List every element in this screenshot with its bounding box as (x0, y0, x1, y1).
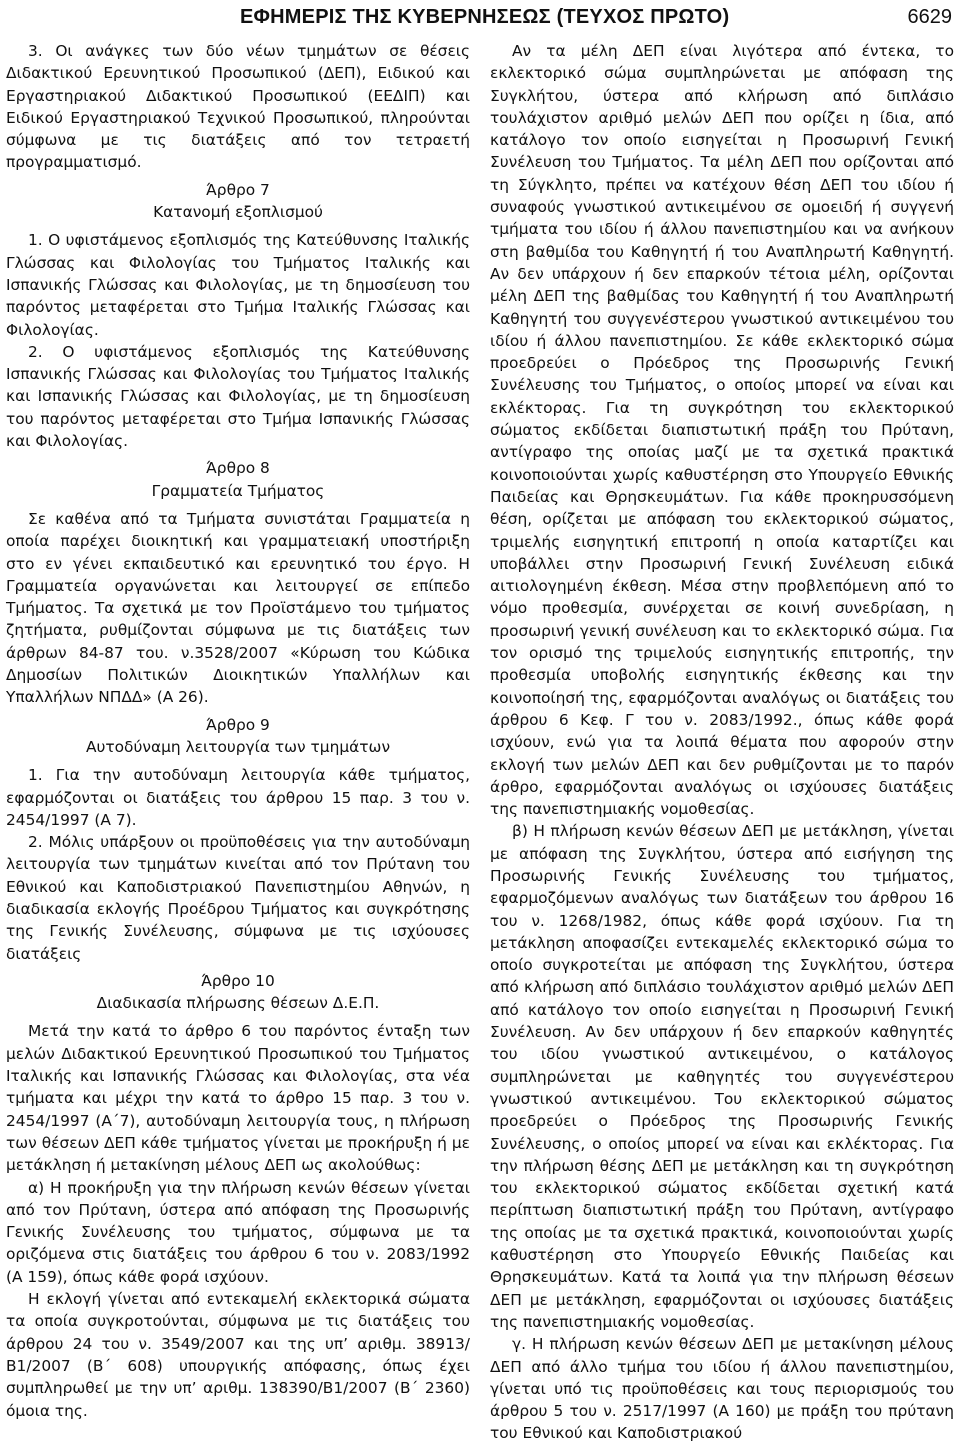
page-header (0, 4, 960, 30)
paragraph: Σε καθένα από τα Τμήματα συνιστάται Γραμματεία η οποία παρέχει διοικητική και γραμματειακή υποστήριξη στο εν γένει εκπαιδευτικό και ερευνητικό του έργο. Η Γραμματεία οργανώνεται και λειτουργεί σε επίπεδο Τμήματος. Τα σχετικά με τον Προϊστάμενο του τμήματος ζητήματα, ρυθμίζονται σύμφωνα με τις διατάξεις των άρθρων 84-87 του. ν.3528/2007 «Κύρωση του Κώδικα Δημοσίων Πολιτικών Διοικητικών Υπαλλήλων και Υπαλλήλων ΝΠΔΔ» (Α 26). (6, 509, 470, 707)
article-title: Διαδικασία πλήρωσης θέσεων Δ.Ε.Π. (96, 994, 380, 1013)
paragraph: Η εκλογή γίνεται από εντεκαμελή εκλεκτορικά σώματα τα οποία συγκροτούνται, σύμφωνα με τις διατάξεις του άρθρου 24 του ν. 3549/2007 και της υπ’ αριθμ. 38913/Β1/2007 (Β΄ 608) υπουργικής απόφασης, όπως έχει συμπληρωθεί με την υπ’ αριθμ. 138390/Β1/2007 (Β΄ 2360) όμοια της. (6, 1290, 470, 1420)
article-title: Αυτοδύναμη λειτουργία των τμημάτων (85, 737, 391, 756)
paragraph: 1. Για την αυτοδύναμη λειτουργία κάθε τμήματος, εφαρμόζονται οι διατάξεις του άρθρου 15 παρ. 3 του ν. 2454/1997 (Α 7). (6, 766, 470, 829)
article-heading: Άρθρο 10 (201, 971, 275, 990)
article-heading: Άρθρο 9 (206, 715, 270, 734)
paragraph: α) Η προκήρυξη για την πλήρωση κενών θέσεων γίνεται από τον Πρύτανη, ύστερα από απόφαση της Προσωρινής Γενικής Συνέλευσης του τμήματος, σύμφωνα με τα οριζόμενα στις διατάξεις του άρθρου 6 του ν. 2083/1992 (Α 159), όπως κάθε φορά ισχύουν. (6, 1178, 470, 1286)
left-column (6, 40, 470, 1422)
page-number: 6629 (907, 6, 952, 28)
article-heading: Άρθρο 7 (206, 180, 270, 199)
paragraph: 2. Ο υφιστάμενος εξοπλισμός της Κατεύθυνσης Ισπανικής Γλώσσας και Φιλολογίας του Τμήματος Ιταλικής και Ισπανικής Γλώσσας και Φιλολογίας, με τη δημοσίευση του παρόντος μεταφέρεται στο Τμήμα Ισπανικής Γλώσσας και Φιλολογίας. (6, 342, 470, 451)
gazette-title: ΕΦΗΜΕΡΙΣ ΤΗΣ ΚΥΒΕΡΝΗΣΕΩΣ (ΤΕΥΧΟΣ ΠΡΩΤΟ) (240, 6, 730, 28)
paragraph: 2. Μόλις υπάρξουν οι προϋποθέσεις για την αυτοδύναμη λειτουργία των τμημάτων κινείται από τον Πρύτανη του Εθνικού και Καποδιστριακού Πανεπιστημίου Αθηνών, η διαδικασία εκλογής Προέδρου Τμήματος και συγκρότησης της Γενικής Συνέλευσης, σύμφωνα με τις ισχύουσες διατάξεις (6, 833, 470, 963)
article-title: Κατανομή εξοπλισμού (153, 203, 323, 222)
paragraph: β) Η πλήρωση κενών θέσεων ΔΕΠ με μετάκληση, γίνεται με απόφαση της Συγκλήτου, ύστερα από εισήγηση της Προσωρινής Γενικής Συνέλευσης του τμήματος, εφαρμοζόμενων αναλόγως των διατάξεων του άρθρου 16 του ν. 1268/1982, όπως κάθε φορά ισχύουν. Για τη μετάκληση αποφασίζει εντεκαμελές εκλεκτορικό σώμα το οποίο συγκροτείται με απόφαση της Συγκλήτου, ύστερα από κλήρωση από διπλάσιο τουλάχιστον αριθμό μελών ΔΕΠ από κατάλογο τον οποίο εισηγείται η Προσωρινή Γενική Συνέλευση. Αν δεν υπάρχουν ή δεν επαρκούν καθηγητές του ιδίου γνωστικού αντικειμένου, ο κατάλογος συμπληρώνεται με καθηγητές του συγγενέστερου γνωστικού αντικειμένου. Του εκλεκτορικού σώματος προεδρεύει ο Πρόεδρος της Προσωρινής Γενικής Συνέλευσης, ο οποίος μπορεί να είναι και εκλέκτορας. Για την πλήρωση θέσης ΔΕΠ με μετάκληση και τη συγκρότηση του εκλεκτορικού σώματος εκδίδεται σχετική κατά περίπτωση διαπιστωτική πράξη του Πρύτανη, αντίγραφο της οποίας με τα σχετικά πρακτικά, κοινοποιούνται χωρίς καθυστέρηση στο Υπουργείο Εθνικής Παιδείας και Θρησκευμάτων. Κατά τα λοιπά για την πλήρωση θέσεων ΔΕΠ με μετάκληση, εφαρμόζονται οι ισχύουσες διατάξεις της πανεπιστημιακής νομοθεσίας. (490, 822, 954, 1331)
paragraph: 3. Οι ανάγκες των δύο νέων τμημάτων σε θέσεις Διδακτικού Ερευνητικού Προσωπικού (ΔΕΠ), Ειδικού και Εργαστηριακού Διδακτικού Προσωπικού (ΕΕΔΙΠ) και Ειδικού Εργαστηριακού Τεχνικού Προσωπικού, πληρούνται σύμφωνα με τις διατάξεις από τον τετραετή προγραμματισμό. (6, 42, 470, 172)
article-heading: Άρθρο 8 (206, 459, 270, 478)
paragraph: Μετά την κατά το άρθρο 6 του παρόντος ένταξη των μελών Διδακτικού Ερευνητικού Προσωπικού του Τμήματος Ιταλικής και Ισπανικής Γλώσσας και Φιλολογίας, στα νέα τμήματα και μέχρι την κατά το άρθρο 15 παρ. 3 του ν. 2454/1997 (Α΄7), αυτοδύναμη λειτουργία τους, η πλήρωση των θέσεων ΔΕΠ κάθε τμήματος γίνεται με προκήρυξη ή με μετάκληση ή μετακίνηση μέλους ΔΕΠ ως ακολούθως: (6, 1022, 470, 1175)
paragraph: Αν τα μέλη ΔΕΠ είναι λιγότερα από έντεκα, το εκλεκτορικό σώμα συμπληρώνεται με απόφαση της Συγκλήτου, ύστερα από κλήρωση από διπλάσιο τουλάχιστον αριθμό μελών ΔΕΠ που ορίζει η ίδια, από κατάλογο τον οποίο εισηγείται η Προσωρινή Γενική Συνέλευση του Τμήματος. Τα μέλη ΔΕΠ που ορίζονται από τη Σύγκλητο, πρέπει να κατέχουν θέση ΔΕΠ του ιδίου ή συναφούς γνωστικού αντικειμένου σε ομοειδή ή συγγενή τμήματα του ιδίου ή άλλου πανεπιστημίου και να ανήκουν στη βαθμίδα του Καθηγητή ή του Αναπληρωτή Καθηγητή. Αν δεν υπάρχουν ή δεν επαρκούν τέτοια μέλη, ορίζονται μέλη ΔΕΠ της βαθμίδας του Καθηγητή ή του Αναπληρωτή Καθηγητή του συγγενέστερου γνωστικού αντικειμένου του ιδίου ή άλλου πανεπιστημίου. Σε κάθε εκλεκτορικό σώμα προεδρεύει ο Πρόεδρος της Προσωρινής Γενική Συνέλευσης του Τμήματος, ο οποίος μπορεί να είναι και εκλέκτορας. Για τη συγκρότηση του εκλεκτορικού σώματος εκδίδεται διαπιστωτική πράξη του Πρύτανη, αντίγραφο της οποίας μαζί με τα σχετικά πρακτικά κοινοποιούνται χωρίς καθυστέρηση στο Υπουργείο Εθνικής Παιδείας και Θρησκευμάτων. Για κάθε προκηρυσσόμενη θέση, ορίζεται με απόφαση του εκλεκτορικού σώματος, τριμελής εισηγητική επιτροπή η οποία καταρτίζει και υποβάλλει στην Προσωρινή Γενική Συνέλευση ειδικά αιτιολογημένη έκθεση. Μέσα στην προβλεπόμενη από το νόμο προθεσμία, συνέρχεται σε κοινή συνεδρίαση, η προσωρινή γενική συνέλευση και το εκλεκτορικό σώμα. Για τον ορισμό της τριμελούς εισηγητικής επιτροπής, την προθεσμία υποβολής εισηγητικής έκθεσης και την κοινοποίησή της, εφαρμόζονται αναλόγως οι διατάξεις του άρθρου 6 Κεφ. Γ του ν. 2083/1992., όπως κάθε φορά ισχύουν, ενώ για τα λοιπά θέματα που αφορούν στην εκλογή των μελών ΔΕΠ και δεν ρυθμίζονται με το παρόν άρθρο, εφαρμόζονται αναλόγως οι ισχύουσες διατάξεις της πανεπιστημιακής νομοθεσίας. (490, 42, 954, 819)
paragraph: γ. Η πλήρωση κενών θέσεων ΔΕΠ με μετακίνηση μέλους ΔΕΠ από άλλο τμήμα του ιδίου ή άλλου πανεπιστημίου, γίνεται υπό τις προϋποθέσεις και τους περιορισμούς του άρθρου 5 του ν. 2517/1997 (Α 160) με πράξη του πρύτανη του Εθνικού και Καποδιστριακού (490, 1335, 954, 1443)
paragraph: 1. Ο υφιστάμενος εξοπλισμός της Κατεύθυνσης Ιταλικής Γλώσσας και Φιλολογίας του Τμήματος Ιταλικής και Ισπανικής Γλώσσας και Φιλολογίας, με τη δημοσίευση του παρόντος μεταφέρεται στο Τμήμα Ιταλικής Γλώσσας και Φιλολογίας. (6, 231, 470, 339)
right-column (490, 40, 954, 1445)
article-title: Γραμματεία Τμήματος (151, 481, 325, 500)
